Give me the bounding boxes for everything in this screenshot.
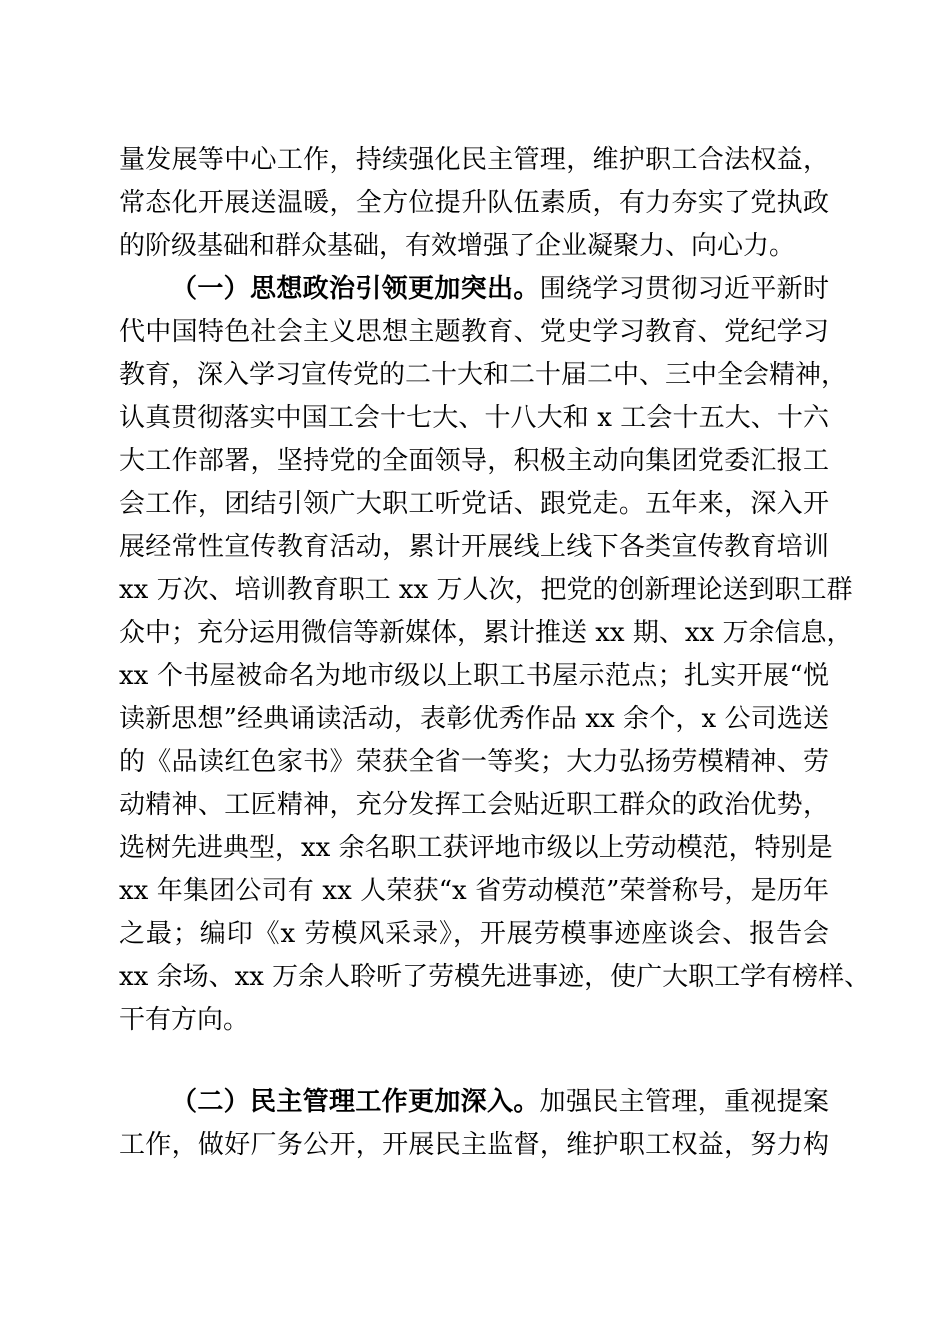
section1-line: 认真贯彻落实中国工会十七大、十八大和 x 工会十五大、十六 [119,403,829,433]
section2-heading: （二）民主管理工作更加深入。 [171,1087,540,1117]
section1-line: 展经常性宣传教育活动，累计开展线上线下各类宣传教育培训 [119,532,829,562]
section1-line: 的《品读红色家书》荣获全省一等奖；大力弘扬劳模精神、劳 [119,747,829,777]
section1-line: 选树先进典型，xx 余名职工获评地市级以上劳动模范，特别是 [119,833,833,863]
section1-line: 教育，深入学习宣传党的二十大和二十届二中、三中全会精神， [119,360,848,390]
section1-line: 会工作，团结引领广大职工听党话、跟党走。五年来，深入开 [119,489,829,519]
section1-line: xx 余场、xx 万余人聆听了劳模先进事迹，使广大职工学有榜样、 [119,962,871,992]
section1-line: 大工作部署，坚持党的全面领导，积极主动向集团党委汇报工 [119,446,829,476]
intro-line: 的阶级基础和群众基础，有效增强了企业凝聚力、向心力。 [119,231,796,261]
section1-line: 代中国特色社会主义思想主题教育、党史学习教育、党纪学习 [119,317,829,347]
section1-heading: （一）思想政治引领更加突出。 [171,274,540,304]
section1-line: xx 万次、培训教育职工 xx 万人次，把党的创新理论送到职工群 [119,575,853,605]
section1-line: 干有方向。 [119,1005,250,1035]
section1-line: 读新思想”经典诵读活动，表彰优秀作品 xx 余个，x 公司选送 [119,704,829,734]
section2-first-line-text: 加强民主管理，重视提案 [539,1087,829,1117]
section1-line: xx 年集团公司有 xx 人荣获“x 省劳动模范”荣誉称号，是历年 [119,876,829,906]
intro-line: 常态化开展送温暖，全方位提升队伍素质，有力夯实了党执政 [119,188,829,218]
section1-line: 之最；编印《x 劳模风采录》，开展劳模事迹座谈会、报告会 [119,919,829,949]
section1-line: xx 个书屋被命名为地市级以上职工书屋示范点；扎实开展“悦 [119,661,829,691]
section1-first-line [171,269,829,309]
intro-line: 量发展等中心工作，持续强化民主管理，维护职工合法权益， [119,145,829,175]
section1-first-line-text: 围绕学习贯彻习近平新时 [539,274,829,304]
section1-line: 众中；充分运用微信等新媒体，累计推送 xx 期、xx 万余信息， [119,618,853,648]
section2-first-line [171,1082,829,1122]
section1-line: 动精神、工匠精神，充分发挥工会贴近职工群众的政治优势， [119,790,829,820]
section2-line: 工作，做好厂务公开，开展民主监督，维护职工权益，努力构 [119,1130,829,1160]
